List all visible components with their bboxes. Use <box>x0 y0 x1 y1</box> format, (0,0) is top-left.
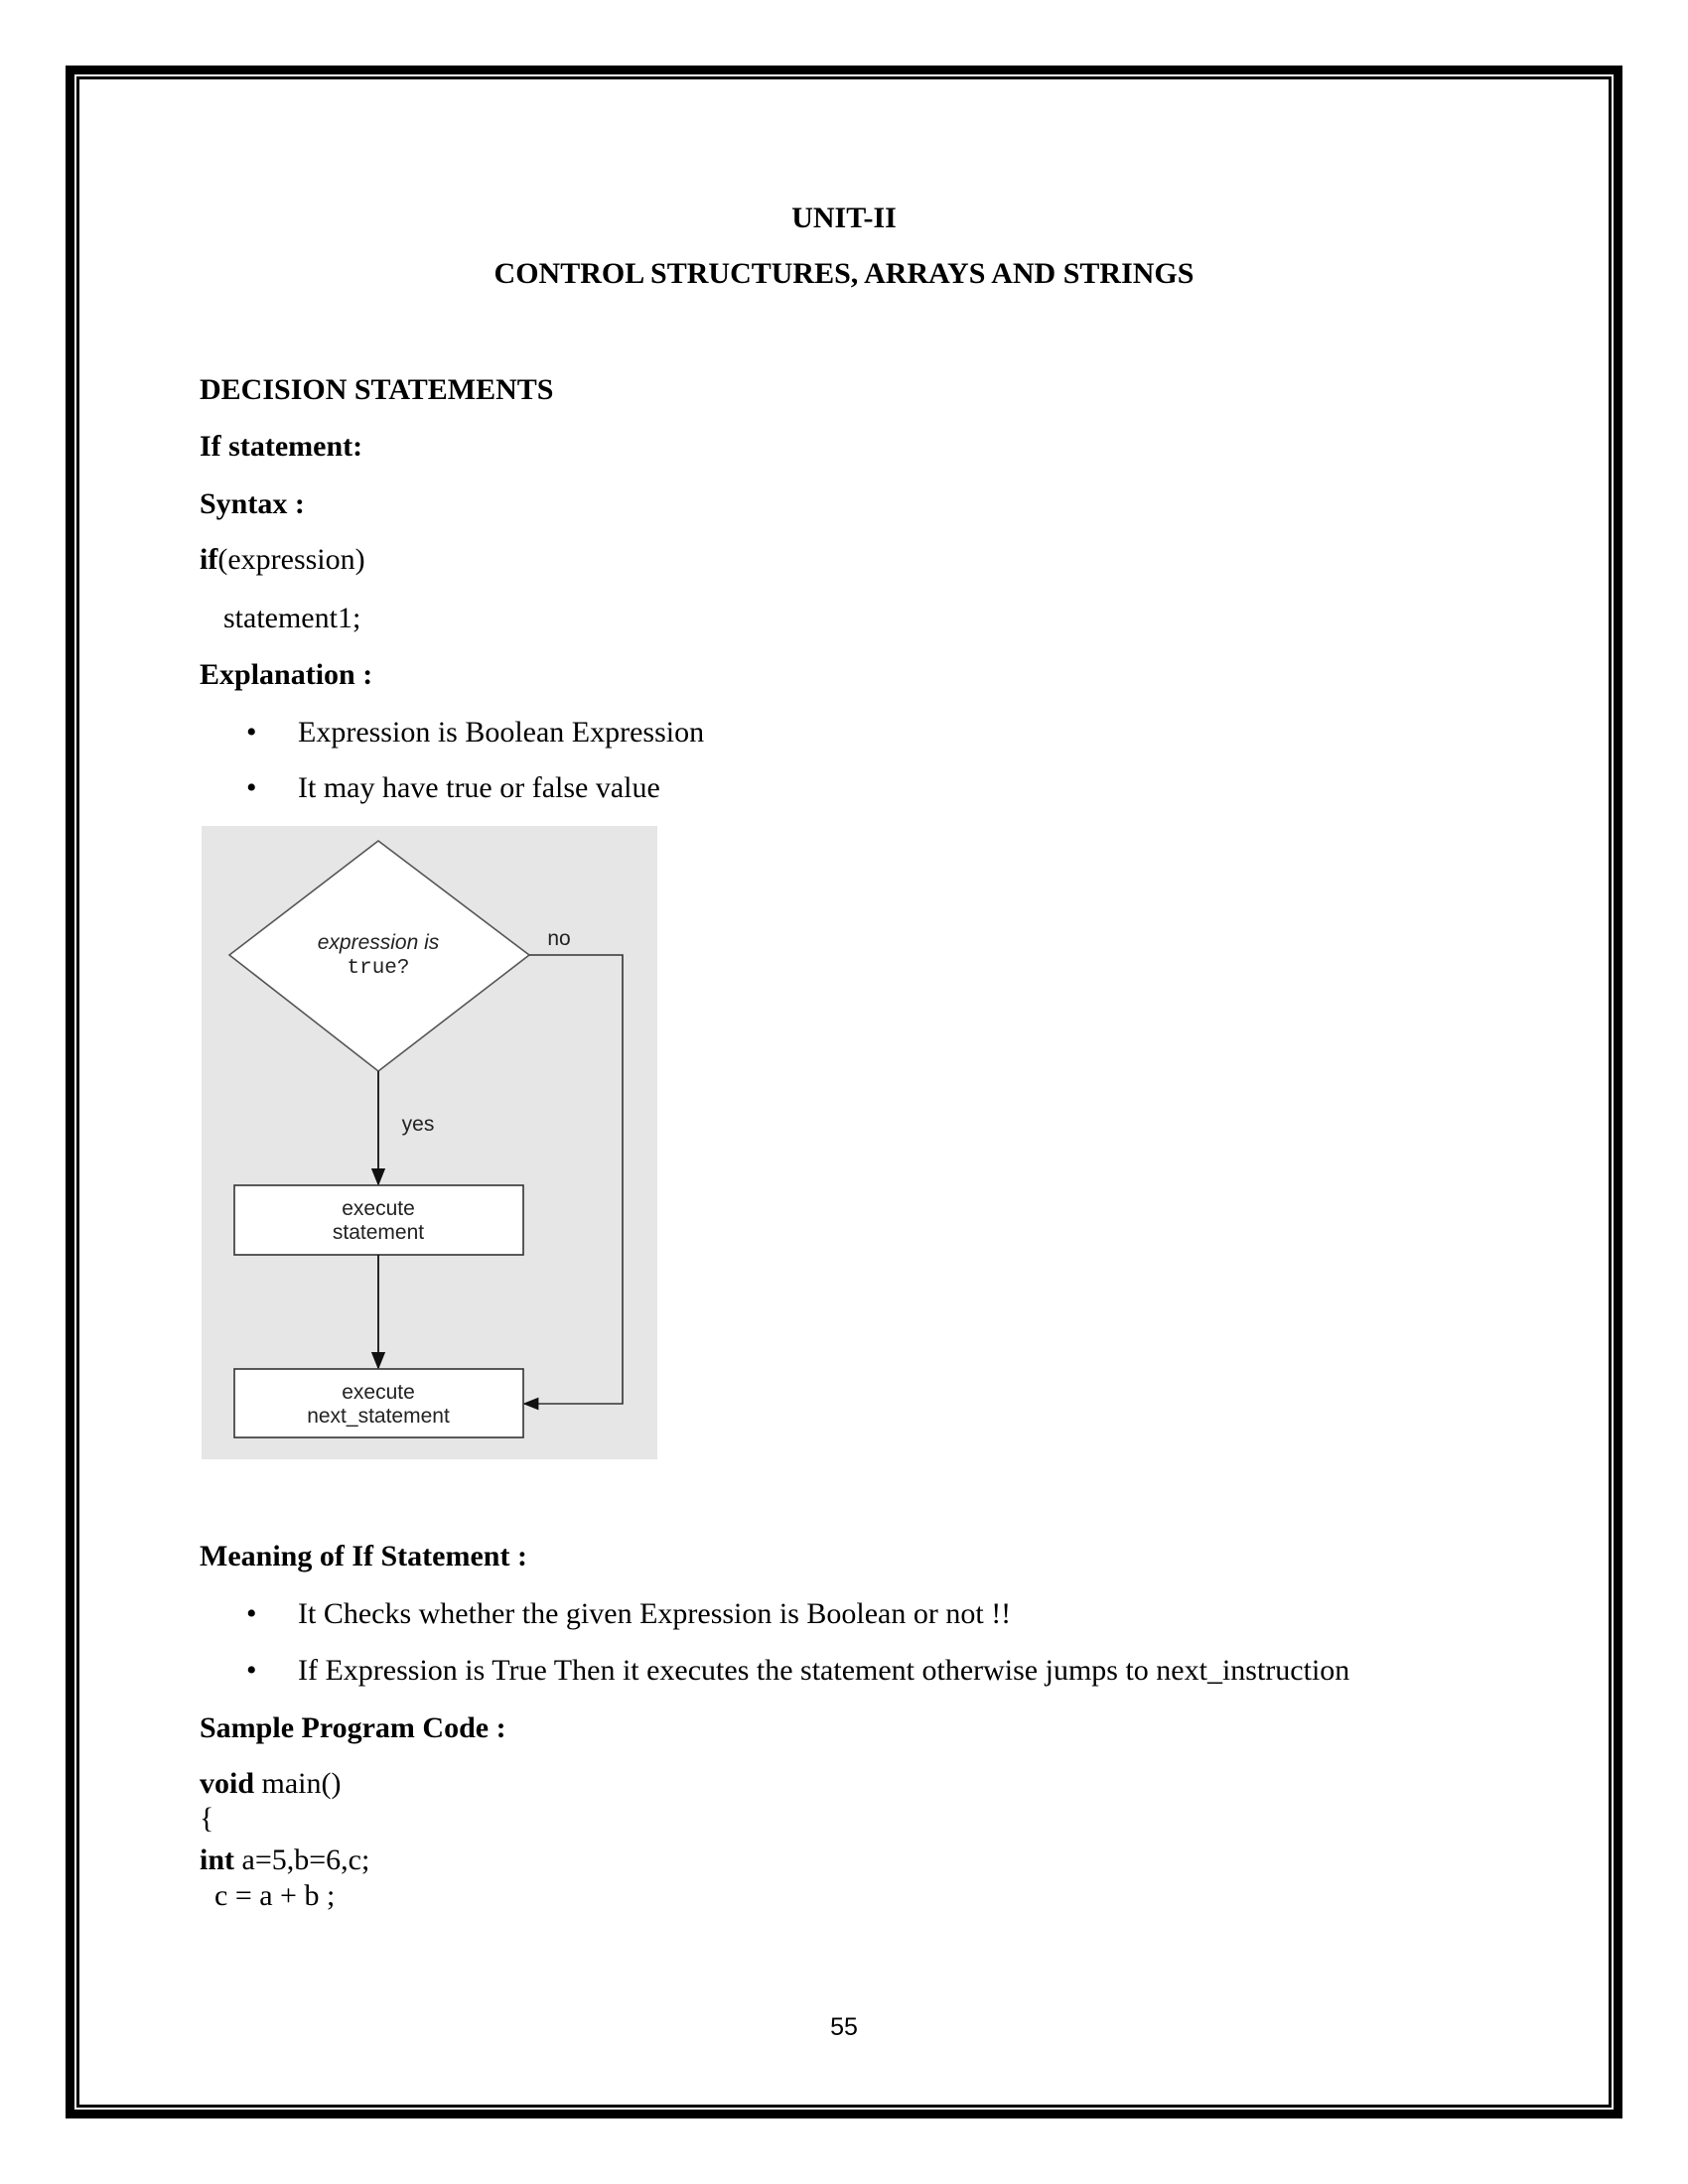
chapter-title: CONTROL STRUCTURES, ARRAYS AND STRINGS <box>493 257 1195 290</box>
box1-text-1: execute <box>342 1197 415 1220</box>
sample-code-heading: Sample Program Code : <box>200 1711 506 1744</box>
int-keyword: int <box>200 1843 235 1876</box>
section-heading: DECISION STATEMENTS <box>200 373 554 406</box>
explanation-bullet: It may have true or false value <box>298 771 660 804</box>
if-keyword: if <box>200 543 218 576</box>
meaning-heading: Meaning of If Statement : <box>200 1540 527 1572</box>
decision-diamond <box>229 841 529 1071</box>
box2-text-2: next_statement <box>307 1405 450 1428</box>
decision-text-2: true? <box>347 957 410 980</box>
explanation-bullet: Expression is Boolean Expression <box>298 716 705 749</box>
void-keyword: void <box>200 1767 255 1800</box>
code-text: main() <box>254 1767 342 1800</box>
code-line-4: c = a + b ; <box>200 1879 336 1912</box>
bullet-icon: • <box>246 771 257 804</box>
code-line-3 <box>200 1843 369 1878</box>
bullet-icon: • <box>246 1654 257 1687</box>
bullet-icon: • <box>246 1597 257 1630</box>
syntax-expression: (expression) <box>217 543 365 576</box>
no-label: no <box>547 927 571 950</box>
box2-text-1: execute <box>342 1381 415 1404</box>
if-statement-heading: If statement: <box>200 430 363 463</box>
page-number: 55 <box>830 2013 858 2041</box>
box1-text-2: statement <box>332 1221 425 1244</box>
code-text: a=5,b=6,c; <box>234 1843 370 1876</box>
execute-statement-box <box>234 1185 523 1255</box>
decision-text-1: expression is <box>317 931 440 954</box>
syntax-heading: Syntax : <box>200 487 305 520</box>
bullet-icon: • <box>246 716 257 749</box>
syntax-line-2: statement1; <box>223 602 361 634</box>
meaning-bullet: It Checks whether the given Expression is Boolean or not !! <box>298 1597 1012 1630</box>
unit-heading: UNIT-II <box>791 202 897 234</box>
syntax-line-1 <box>200 542 365 578</box>
code-line-2: { <box>200 1802 214 1835</box>
if-flowchart <box>202 826 657 1459</box>
yes-label: yes <box>401 1113 435 1136</box>
explanation-heading: Explanation : <box>200 658 373 691</box>
code-line-1 <box>200 1766 342 1802</box>
meaning-bullet: If Expression is True Then it executes the statement otherwise jumps to next_instruction <box>298 1654 1350 1687</box>
no-arrow <box>524 955 623 1404</box>
